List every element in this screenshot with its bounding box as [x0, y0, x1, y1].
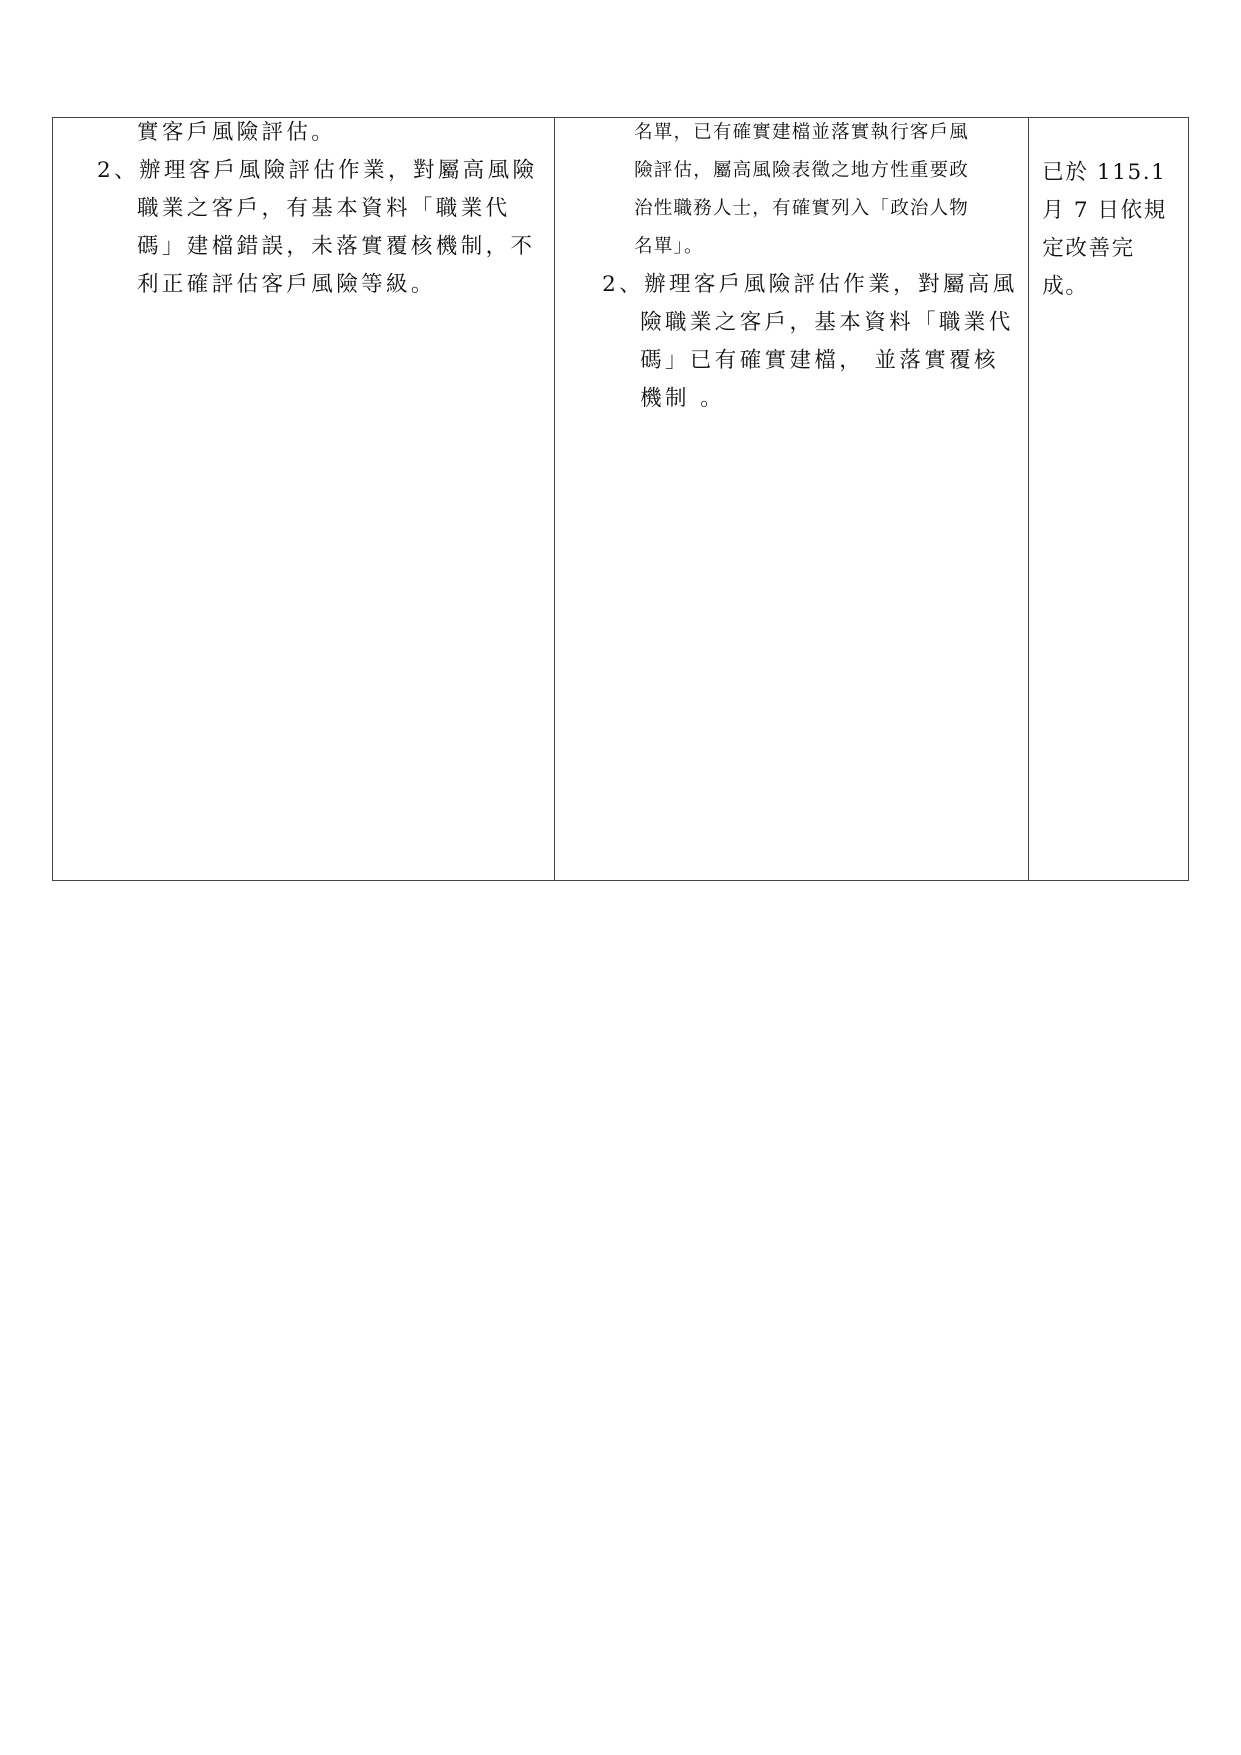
rectification-table [52, 117, 1189, 881]
improvements-cell [555, 118, 1029, 880]
improvements-line-7: 碼」已有確實建檔， 並落實覆核 [640, 348, 999, 373]
findings-cell [53, 118, 555, 880]
status-line-4: 成。 [1042, 274, 1089, 299]
improvements-line-6: 險職業之客戶，基本資料「職業代 [640, 310, 1014, 335]
improvements-line-1: 名單，已有確實建檔並落實執行客戶風 [634, 122, 970, 143]
findings-line-3: 職業之客戶，有基本資料「職業代 [137, 196, 511, 221]
status-cell [1029, 118, 1188, 880]
status-line-2: 月 7 日依規 [1042, 198, 1167, 223]
findings-line-4: 碼」建檔錯誤，未落實覆核機制，不 [137, 234, 536, 259]
findings-line-1: 實客戶風險評估。 [137, 120, 337, 145]
status-line-1: 已於 115.1 [1042, 160, 1167, 185]
findings-line-2: 2、辦理客戶風險評估作業，對屬高風險 [97, 158, 538, 183]
improvements-line-8: 機制 。 [640, 386, 726, 411]
improvements-line-4: 名單」。 [634, 236, 704, 257]
status-line-3: 定改善完 [1042, 236, 1135, 261]
improvements-line-3: 治性職務人士，有確實列入「政治人物 [634, 198, 970, 219]
improvements-line-2: 險評估，屬高風險表徵之地方性重要政 [634, 160, 970, 181]
findings-line-5: 利正確評估客戶風險等級。 [137, 272, 436, 297]
improvements-line-5: 2、辦理客戶風險評估作業，對屬高風 [602, 272, 1018, 297]
